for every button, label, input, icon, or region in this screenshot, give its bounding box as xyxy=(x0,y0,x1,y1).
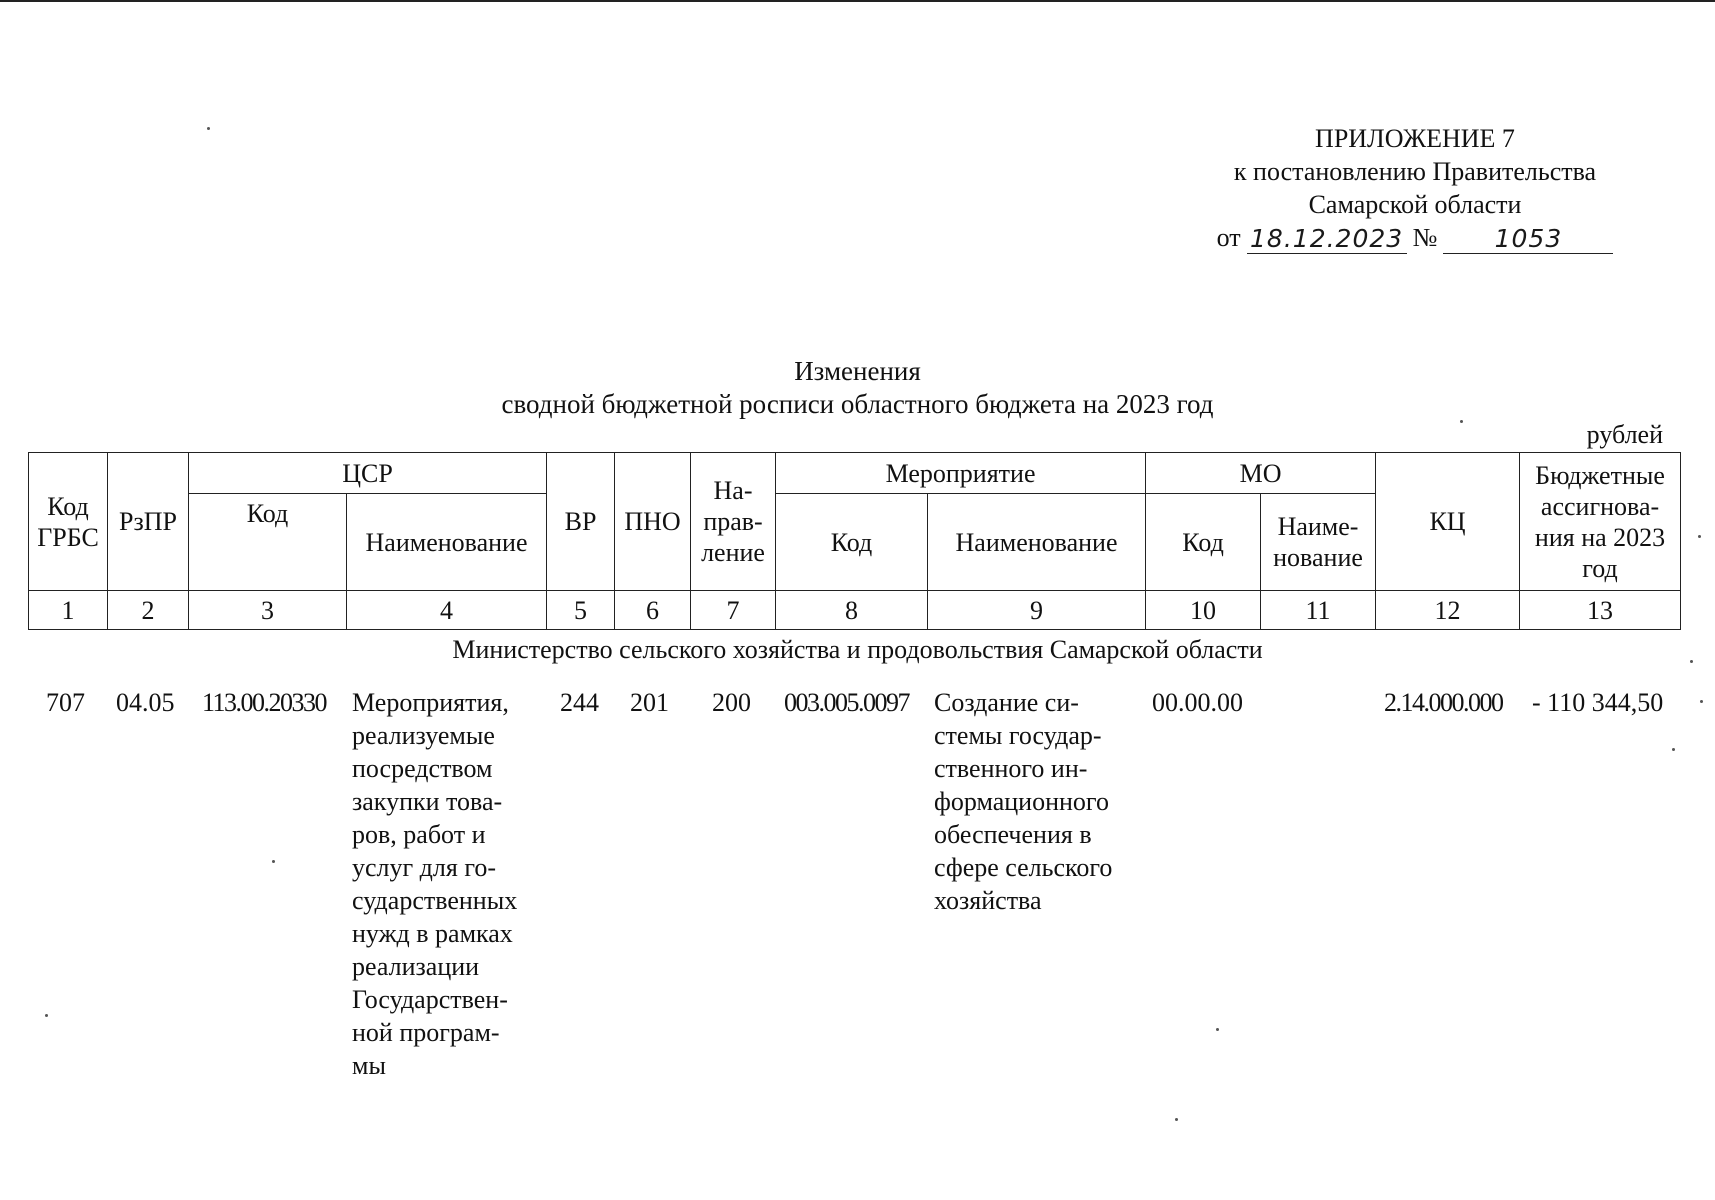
handwritten-date: 18.12.2023 xyxy=(1247,225,1407,254)
cell-vr: 244 xyxy=(560,688,599,717)
measure-name-line: ственного ин- xyxy=(934,754,1088,783)
unit-label: рублей xyxy=(1586,420,1663,449)
csr-name-line: Государствен- xyxy=(352,985,508,1014)
csr-name-line: Мероприятия, xyxy=(352,688,509,717)
column-number: 6 xyxy=(615,591,691,630)
measure-name-line: Создание си- xyxy=(934,688,1079,717)
scan-speck xyxy=(1175,1118,1178,1121)
header-direction: На-прав-ление xyxy=(691,453,776,591)
scan-speck xyxy=(1460,420,1463,423)
column-number: 2 xyxy=(108,591,189,630)
header-allocations: Бюджетные ассигнова-ния на 2023 год xyxy=(1520,453,1681,591)
csr-name-line: ров, работ и xyxy=(352,820,486,849)
measure-name-line: стемы государ- xyxy=(934,721,1102,750)
appendix-title: ПРИЛОЖЕНИЕ 7 xyxy=(1315,124,1515,153)
date-prefix: от xyxy=(1216,223,1241,252)
header-csr: ЦСР xyxy=(189,453,547,494)
header-csr-name: Наименование xyxy=(347,494,547,591)
header-vr: ВР xyxy=(547,453,615,591)
measure-name-line: обеспечения в xyxy=(934,820,1092,849)
measure-name-line: сфере сельского xyxy=(934,853,1113,882)
csr-name-line: закупки това- xyxy=(352,787,503,816)
cell-pno: 201 xyxy=(630,688,669,717)
measure-name-line: формационного xyxy=(934,787,1109,816)
budget-table xyxy=(28,452,1681,630)
header-measure-code: Код xyxy=(776,494,928,591)
scan-speck xyxy=(1672,748,1675,751)
csr-name-line: сударственных xyxy=(352,886,518,915)
csr-name-line: реализации xyxy=(352,952,480,981)
number-prefix: № xyxy=(1412,223,1438,252)
document-title: Изменения xyxy=(794,356,921,386)
csr-name-line: нужд в рамках xyxy=(352,919,513,948)
scan-speck xyxy=(45,1014,48,1017)
column-number: 5 xyxy=(547,591,615,630)
header-mo-code: Код xyxy=(1146,494,1261,591)
scan-speck xyxy=(207,127,210,130)
column-number: 13 xyxy=(1520,591,1681,630)
header-mo: МО xyxy=(1146,453,1376,494)
column-number: 7 xyxy=(691,591,776,630)
column-number: 1 xyxy=(29,591,108,630)
header-csr-code: Код xyxy=(189,494,347,591)
appendix-block xyxy=(1195,122,1635,254)
scan-speck xyxy=(1216,1028,1219,1031)
handwritten-number: 1053 xyxy=(1443,225,1613,254)
csr-name-line: услуг для го- xyxy=(352,853,497,882)
appendix-date-row xyxy=(1195,221,1635,254)
column-number: 3 xyxy=(189,591,347,630)
csr-name-line: мы xyxy=(352,1051,386,1080)
page-top-edge xyxy=(0,0,1715,2)
csr-name-line: ной програм- xyxy=(352,1018,500,1047)
column-number: 10 xyxy=(1146,591,1261,630)
header-rzpr: РзПР xyxy=(108,453,189,591)
header-mo-name: Наиме-нование xyxy=(1261,494,1376,591)
appendix-resolution-line: к постановлению Правительства xyxy=(1233,157,1597,186)
header-measure: Мероприятие xyxy=(776,453,1146,494)
cell-amount: - 110 344,50 xyxy=(1532,688,1664,717)
cell-rzpr: 04.05 xyxy=(116,688,175,717)
cell-grbs: 707 xyxy=(46,688,85,717)
column-number: 11 xyxy=(1261,591,1376,630)
cell-kc: 2.14.000.000 xyxy=(1384,688,1503,717)
header-pno: ПНО xyxy=(615,453,691,591)
column-number-row xyxy=(29,591,1681,630)
header-measure-name: Наименование xyxy=(928,494,1146,591)
column-number: 4 xyxy=(347,591,547,630)
measure-name-line: хозяйства xyxy=(934,886,1042,915)
column-number: 12 xyxy=(1376,591,1520,630)
scan-speck xyxy=(1700,700,1703,703)
document-subtitle: сводной бюджетной росписи областного бюджета на 2023 год xyxy=(501,389,1214,419)
cell-mo-code: 00.00.00 xyxy=(1152,688,1243,717)
csr-name-line: посредством xyxy=(352,754,493,783)
scan-speck xyxy=(1698,535,1701,538)
appendix-region-line: Самарской области xyxy=(1308,190,1522,219)
cell-csr-code: 113.00.20330 xyxy=(202,688,327,717)
header-kc: КЦ xyxy=(1376,453,1520,591)
header-grbs: Код ГРБС xyxy=(29,453,108,591)
cell-direction: 200 xyxy=(712,688,751,717)
cell-measure-code: 003.005.0097 xyxy=(784,688,909,717)
scan-speck xyxy=(272,860,275,863)
csr-name-line: реализуемые xyxy=(352,721,495,750)
column-number: 9 xyxy=(928,591,1146,630)
ministry-heading: Министерство сельского хозяйства и продовольствия Самарской области xyxy=(452,635,1263,664)
scan-speck xyxy=(1690,660,1693,663)
cell-measure-name xyxy=(934,686,1139,917)
column-number: 8 xyxy=(776,591,928,630)
cell-csr-name xyxy=(352,686,541,1082)
